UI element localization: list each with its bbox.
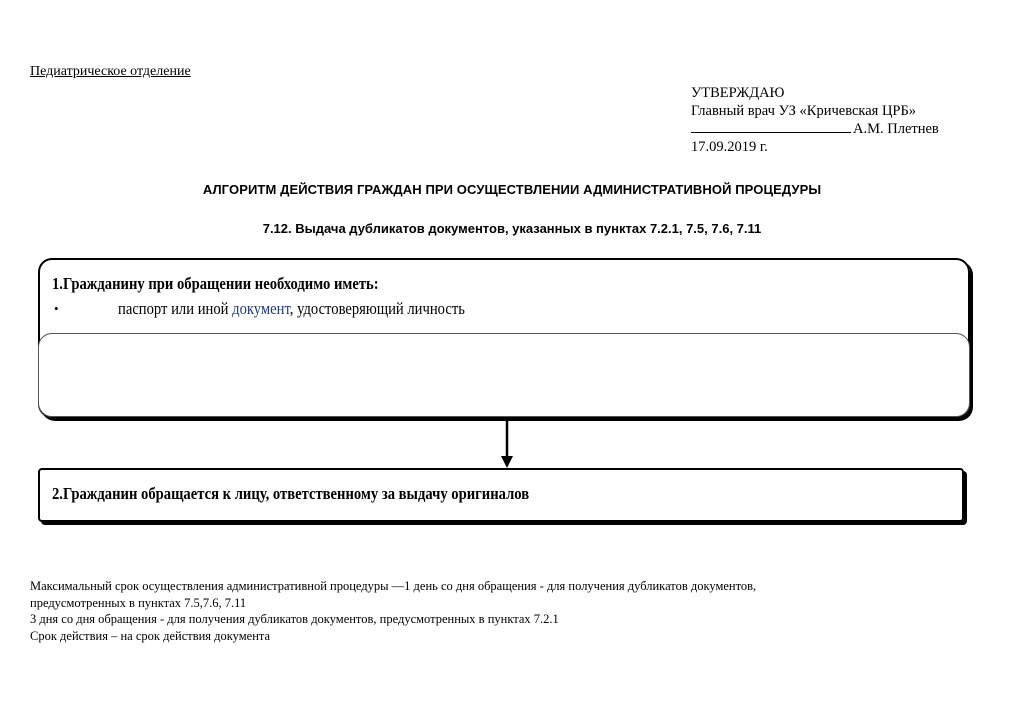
footer-notes <box>30 578 990 644</box>
department-name: Педиатрическое отделение <box>30 64 191 79</box>
approval-position: Главный врач УЗ «Кричевская ЦРБ» <box>691 103 917 119</box>
arrow-down-icon <box>499 418 515 470</box>
requirement-text: паспорт или иной <box>118 299 233 318</box>
footer-line: Максимальный срок осуществления административной процедуры —1 день со дня обращения - для получения дубликатов документов, <box>30 579 757 593</box>
signature-line <box>691 120 851 133</box>
footer-line: Срок действия – на срок действия документа <box>30 628 271 643</box>
approval-block <box>691 84 1011 156</box>
approval-signatory: А.М. Плетнев <box>853 121 939 137</box>
step1-inner-panel <box>38 333 970 417</box>
step2-text: 2.Гражданин обращается к лицу, ответственному за выдачу оригиналов <box>52 484 530 503</box>
approval-title: УТВЕРЖДАЮ <box>691 85 785 101</box>
approval-date: 17.09.2019 г. <box>691 139 768 155</box>
document-link[interactable]: документ <box>232 299 290 318</box>
document-subtitle: 7.12. Выдача дубликатов документов, указанных в пунктах 7.2.1, 7.5, 7.6, 7.11 <box>262 221 762 236</box>
step1-heading: 1.Гражданину при обращении необходимо иметь: <box>52 274 379 293</box>
requirement-text-end: , удостоверяющий личность <box>289 299 465 318</box>
bullet-icon: • <box>54 301 59 316</box>
document-title: АЛГОРИТМ ДЕЙСТВИЯ ГРАЖДАН ПРИ ОСУЩЕСТВЛЕНИИ АДМИНИСТРАТИВНОЙ ПРОЦЕДУРЫ <box>202 182 822 197</box>
step1-requirement-item <box>118 299 465 319</box>
footer-line: 3 дня со дня обращения - для получения дубликатов документов, предусмотренных в пунктах 7.2.1 <box>30 612 559 626</box>
footer-line: предусмотренных в пунктах 7.5,7.6, 7.11 <box>30 595 247 610</box>
approval-signature <box>691 120 1011 138</box>
